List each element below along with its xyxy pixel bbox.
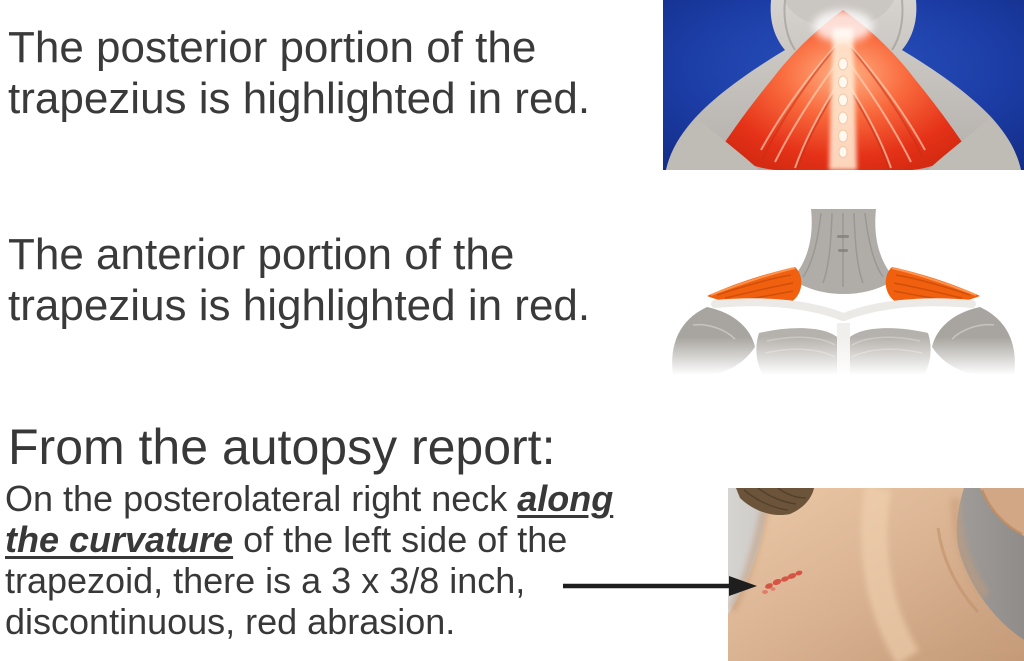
posterior-trapezius-image [663,0,1024,170]
caption-posterior-line-1: The posterior portion of the [8,23,537,72]
autopsy-body-text [5,478,645,642]
autopsy-body-part2: of the left side of the trapezoid, there is a 3 x 3/8 inch, discontinuous, red abrasion. [5,519,568,642]
caption-anterior-line-1: The anterior portion of the [8,230,515,279]
caption-anterior [8,229,590,331]
autopsy-body-emphasis: along the curvature [5,478,614,560]
anterior-trapezius-image [663,205,1024,375]
autopsy-heading: From the autopsy report: [8,419,556,475]
arrowhead-icon [729,576,757,596]
annotation-arrow [553,571,765,601]
autopsy-body-part1: On the posterolateral right neck [5,478,518,519]
caption-anterior-line-2: trapezius is highlighted in red. [8,281,591,330]
caption-posterior-line-2: trapezius is highlighted in red. [8,74,591,123]
caption-posterior [8,22,590,124]
abrasion-photo [728,488,1024,661]
